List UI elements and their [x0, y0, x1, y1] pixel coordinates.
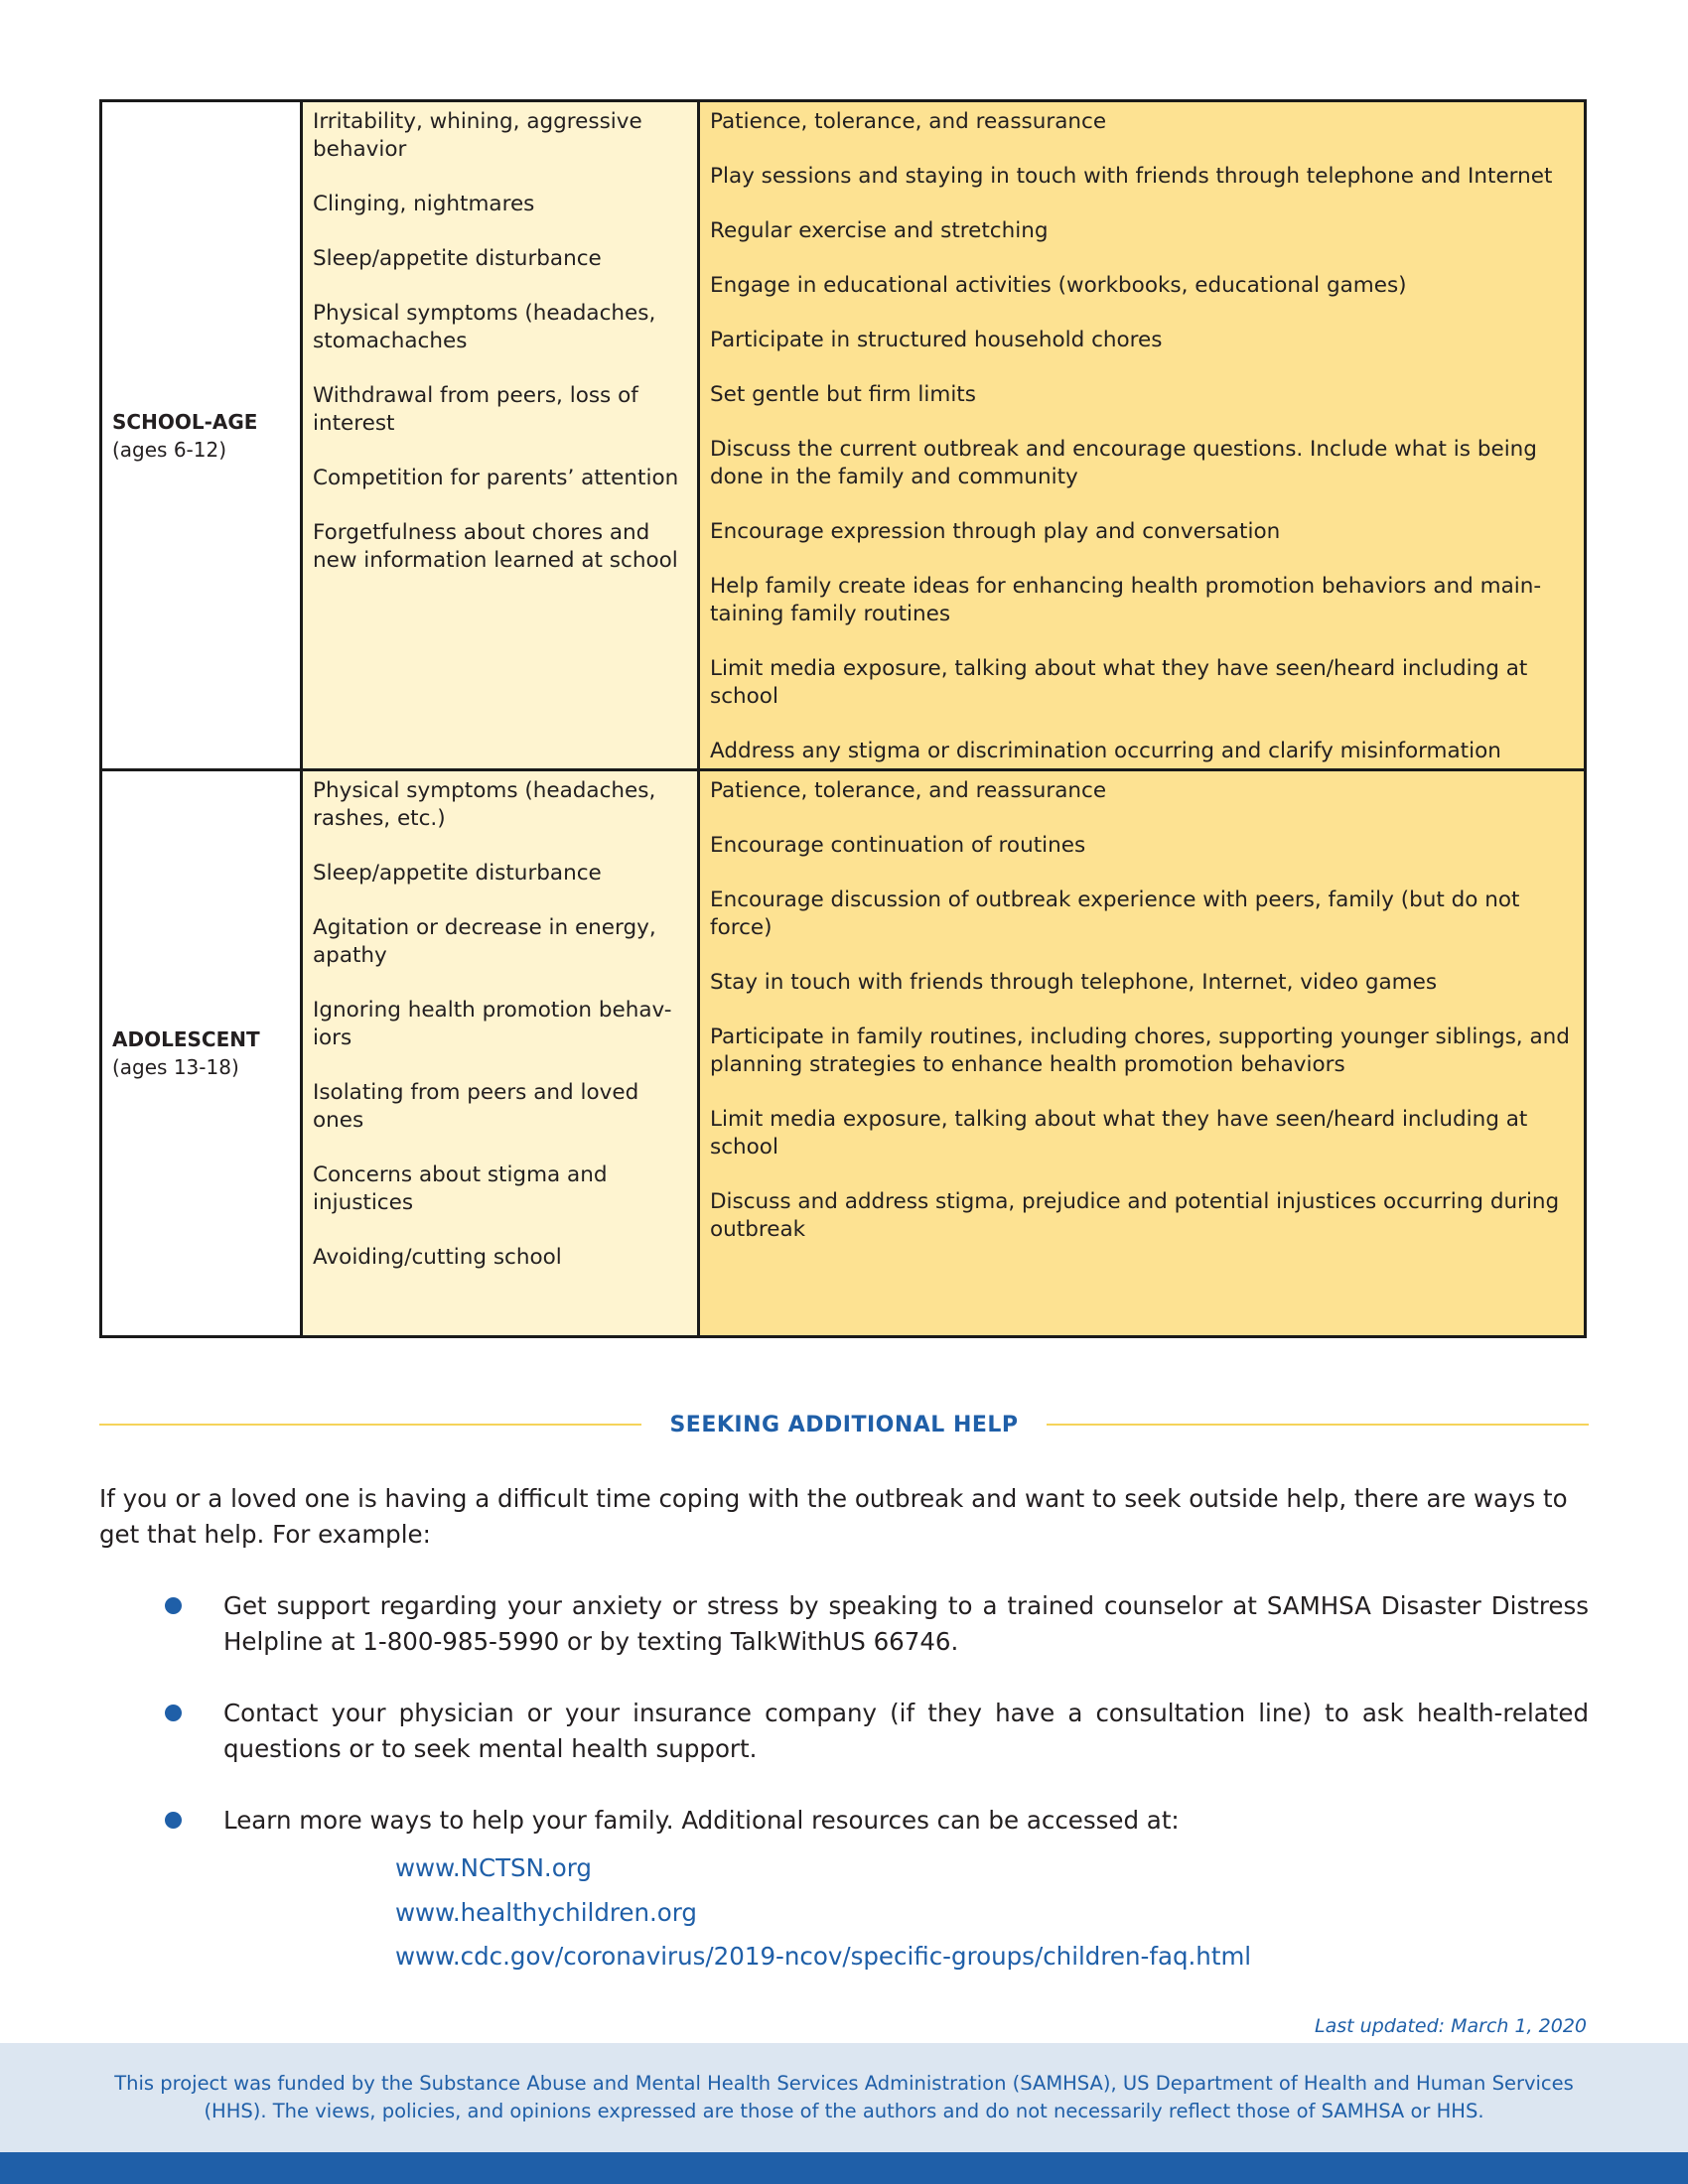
divider — [99, 1424, 641, 1426]
bullet-text: Get support regarding your anxiety or stress by speaking to a trained counselor at SAMHSA Disaster Distress Helpline at 1-800-985-5990 or by texting TalkWithUS 66746. — [223, 1591, 1589, 1656]
help-item: Participate in structured household chores — [710, 328, 1163, 352]
help-item: Set gentle but firm limits — [710, 382, 976, 407]
bullet-text: Contact your physician or your insurance company (if they have a consultation line) to ask health-related questions or to seek mental health support. — [223, 1699, 1589, 1763]
reaction-item: Physical symptoms (headaches, stomachaches — [313, 301, 656, 353]
help-item: Regular exercise and stretching — [710, 218, 1049, 243]
reaction-item: Sleep/appetite disturbance — [313, 861, 602, 886]
list-item — [99, 1803, 1589, 1839]
age-cell-adolescent — [102, 771, 303, 1335]
help-item: Address any stigma or discrimination occurring and clarify misinformation — [710, 739, 1501, 763]
funding-footer — [0, 2043, 1688, 2152]
help-item: Encourage discussion of outbreak experience with peers, family (but do not force) — [710, 887, 1520, 940]
help-item: Limit media exposure, talking about what they have seen/heard including at school — [710, 656, 1528, 709]
age-range: (ages 6-12) — [112, 437, 227, 462]
reaction-item: Sleep/appetite disturbance — [313, 246, 602, 271]
reaction-item: Concerns about stigma and injustices — [313, 1162, 608, 1215]
help-item: Stay in touch with friends through telephone, Internet, video games — [710, 970, 1438, 995]
age-label: SCHOOL-AGE — [112, 409, 258, 434]
reaction-item: Irritability, whining, aggressive behavior — [313, 109, 642, 162]
help-bullet-list — [99, 1588, 1589, 1874]
help-cell-school-age — [700, 102, 1584, 771]
reaction-item: Ignoring health promotion behav-iors — [313, 998, 672, 1050]
last-updated: Last updated: March 1, 2020 — [1315, 2015, 1587, 2037]
help-item: Engage in educational activities (workbooks, educational games) — [710, 273, 1407, 298]
help-item: Limit media exposure, talking about what they have seen/heard including at school — [710, 1107, 1528, 1160]
age-reaction-table — [99, 99, 1587, 1338]
help-item: Discuss the current outbreak and encourage questions. Include what is being done in the family and community — [710, 437, 1537, 489]
help-item: Play sessions and staying in touch with friends through telephone and Internet — [710, 164, 1553, 189]
reaction-item: Physical symptoms (headaches, rashes, etc.) — [313, 778, 656, 831]
help-item: Help family create ideas for enhancing health promotion behaviors and main-taining family routines — [710, 574, 1542, 626]
link-nctsn[interactable]: www.NCTSN.org — [395, 1853, 592, 1882]
divider — [1047, 1424, 1589, 1426]
reactions-cell-adolescent — [303, 771, 700, 1335]
bullet-dot-icon — [165, 1597, 182, 1614]
age-range: (ages 13-18) — [112, 1055, 239, 1079]
reaction-item: Agitation or decrease in energy, apathy — [313, 915, 656, 968]
link-cdc[interactable]: www.cdc.gov/coronavirus/2019-ncov/specific-groups/children-faq.html — [395, 1942, 1252, 1971]
reaction-item: Competition for parents’ attention — [313, 466, 679, 490]
resource-links — [395, 1846, 1251, 1979]
help-item: Encourage expression through play and conversation — [710, 519, 1281, 544]
intro-paragraph: If you or a loved one is having a difficult time coping with the outbreak and want to seek outside help, there are ways to get that help. For example: — [99, 1484, 1568, 1549]
bullet-dot-icon — [165, 1812, 182, 1829]
section-title: SEEKING ADDITIONAL HELP — [669, 1412, 1019, 1437]
list-item — [99, 1696, 1589, 1767]
bullet-text: Learn more ways to help your family. Additional resources can be accessed at: — [223, 1806, 1180, 1835]
reaction-item: Clinging, nightmares — [313, 192, 535, 216]
help-item: Patience, tolerance, and reassurance — [710, 109, 1107, 134]
reaction-item: Forgetfulness about chores and new information learned at school — [313, 520, 678, 573]
section-heading — [99, 1408, 1589, 1441]
help-item: Participate in family routines, including chores, supporting younger siblings, and planning strategies to enhance health promotion behaviors — [710, 1024, 1570, 1077]
list-item — [99, 1588, 1589, 1660]
footer-bar — [0, 2152, 1688, 2184]
bullet-dot-icon — [165, 1705, 182, 1721]
help-item: Discuss and address stigma, prejudice and potential injustices occurring during outbreak — [710, 1189, 1560, 1242]
reaction-item: Withdrawal from peers, loss of interest — [313, 383, 638, 436]
reactions-cell-school-age — [303, 102, 700, 771]
help-item: Encourage continuation of routines — [710, 833, 1086, 858]
age-label: ADOLESCENT — [112, 1027, 260, 1051]
age-cell-school-age — [102, 102, 303, 771]
help-cell-adolescent — [700, 771, 1584, 1335]
funding-text: This project was funded by the Substance Abuse and Mental Health Services Administration (SAMHSA), US Department of Health and Human Services (HHS). The views, policies, and opinions expressed are those of the authors and do not necessarily reflect those of SAMHSA or HHS. — [114, 2072, 1574, 2122]
help-item: Patience, tolerance, and reassurance — [710, 778, 1107, 803]
link-healthychildren[interactable]: www.healthychildren.org — [395, 1897, 697, 1927]
reaction-item: Avoiding/cutting school — [313, 1245, 562, 1270]
reaction-item: Isolating from peers and loved ones — [313, 1080, 639, 1133]
